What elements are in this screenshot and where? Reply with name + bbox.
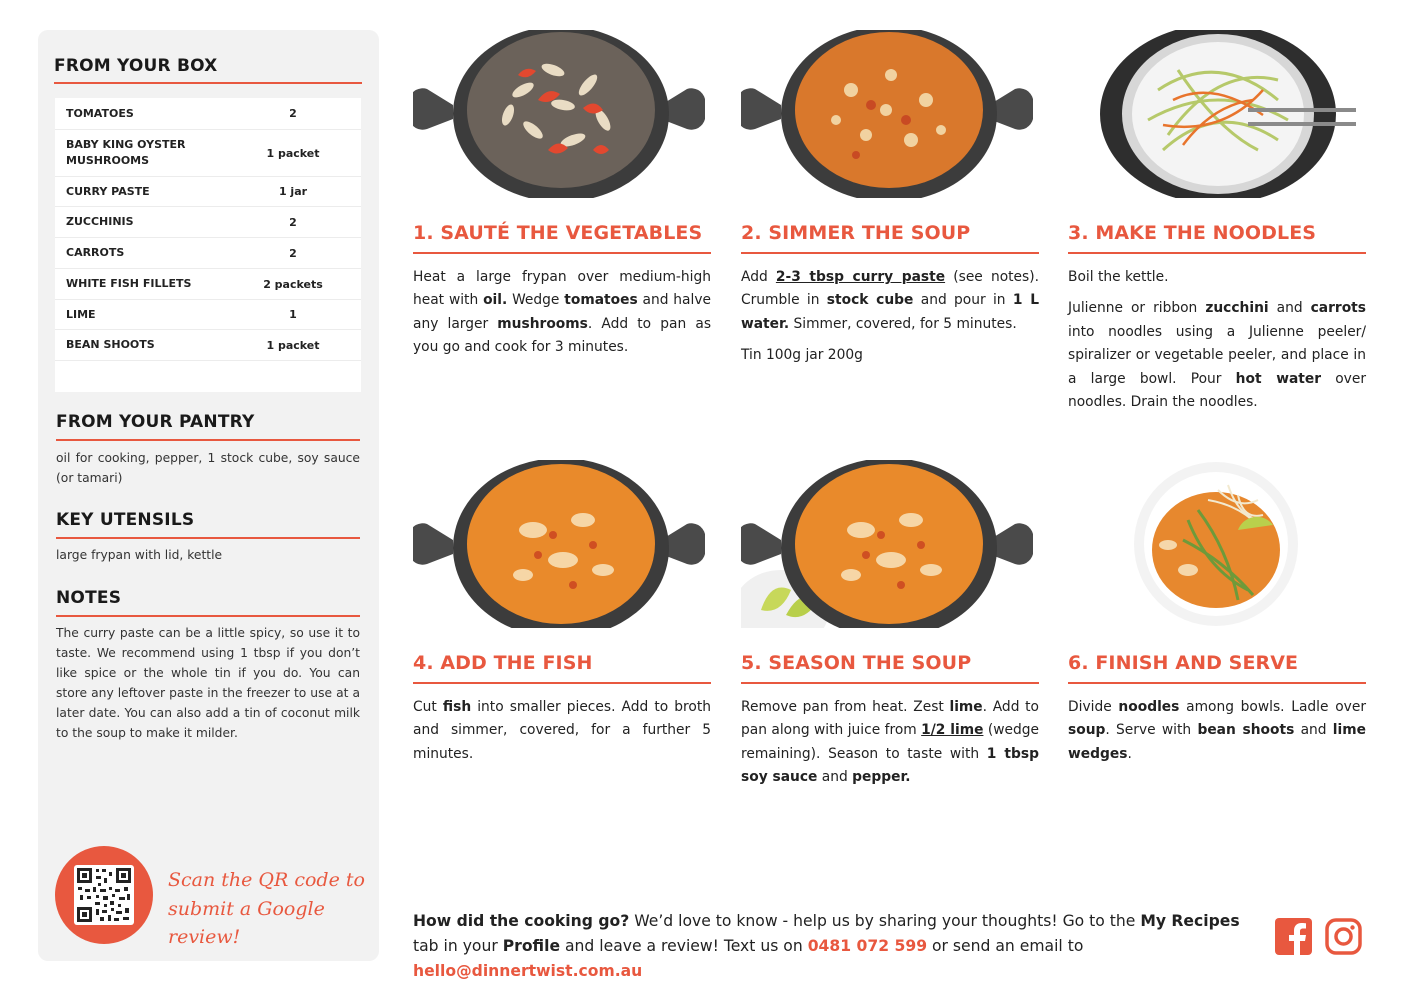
table-row [55, 330, 361, 361]
ingredient-qty: 2 packets [263, 277, 323, 291]
notes-text: The curry paste can be a little spicy, so use it to taste. We recommend using 1 tbsp if you don’t like spice or the whole tin if you do. You can store any leftover paste in the freezer to use at a later date. You can also add a tin of coconut milk to the soup to make it milder. [56, 626, 360, 740]
step-body: Heat a large frypan over medium-high heat with oil. Wedge tomatoes and halve any larger mushrooms. Add to pan as you go and cook for 3 minutes. [413, 269, 712, 356]
step-title: 5. SEASON THE SOUP [741, 652, 972, 674]
step-body: Divide noodles among bowls. Ladle over soup. Serve with bean shoots and lime wedges. [1068, 699, 1366, 762]
table-row [55, 207, 361, 238]
table-row [55, 238, 361, 269]
step-rule [741, 682, 1039, 684]
ingredient-qty: 1 packet [266, 338, 320, 352]
facebook-icon[interactable] [1275, 918, 1312, 955]
ingredient-qty: 2 [289, 107, 297, 120]
table-row [55, 177, 361, 207]
pantry-title: FROM YOUR PANTRY [56, 412, 255, 432]
table-row [55, 300, 361, 330]
instagram-icon[interactable] [1325, 918, 1362, 955]
ingredient-qty: 1 jar [278, 185, 308, 198]
step-rule [1068, 252, 1366, 254]
box-title: FROM YOUR BOX [54, 56, 218, 76]
step-body: Add 2-3 tbsp curry paste (see notes). Crumble in stock cube and pour in 1 L water. Simmer, covered, for 5 minutes. Tin 100g jar 200g [741, 269, 1039, 364]
utensils-text: large frypan with lid, kettle [56, 548, 223, 562]
qr-cta-line2: submit a Google review! [168, 898, 325, 948]
table-row [55, 98, 361, 130]
ingredient-qty: 1 packet [266, 146, 320, 160]
ingredient-name: ZUCCHINIS [66, 215, 134, 228]
served-soup-photo [1068, 460, 1366, 628]
box-title-rule [54, 82, 362, 84]
feedback-message: How did the cooking go? We’d love to know - help us by sharing your thoughts! Go to the My Recipes tab in your Profile and leave a review! Text us on 0481 072 599 or send an email to hello@dinnertwist.com.au [413, 912, 1240, 980]
step-rule [413, 682, 711, 684]
qr-cta-line1: Scan the QR code to [168, 869, 365, 891]
table-row [55, 130, 361, 177]
utensils-title: KEY UTENSILS [56, 510, 195, 530]
step-body: Remove pan from heat. Zest lime. Add to pan along with juice from 1/2 lime (wedge remaining). Season to taste with 1 tbsp soy sauce and pepper. [741, 699, 1040, 786]
ingredient-name: CURRY PASTE [66, 184, 150, 198]
pantry-rule [56, 439, 360, 441]
qr-badge[interactable] [55, 846, 153, 944]
sidebar [38, 30, 379, 961]
ingredient-qty: 1 [289, 308, 297, 321]
season-pan-photo [741, 460, 1039, 628]
ingredient-name: WHITE FISH FILLETS [66, 277, 192, 290]
email-link[interactable]: hello@dinnertwist.com.au [413, 962, 643, 980]
fish-pan-photo [413, 460, 711, 628]
notes-title: NOTES [56, 588, 122, 608]
phone-number[interactable]: 0481 072 599 [807, 937, 928, 955]
table-row [55, 269, 361, 300]
step-title: 3. MAKE THE NOODLES [1068, 222, 1317, 244]
step-rule [413, 252, 711, 254]
ingredient-qty: 2 [289, 246, 297, 260]
step-title: 1. SAUTÉ THE VEGETABLES [413, 222, 703, 244]
step-rule [1068, 682, 1366, 684]
ingredient-name: BEAN SHOOTS [66, 338, 155, 351]
pantry-text: oil for cooking, pepper, 1 stock cube, soy sauce (or tamari) [56, 451, 360, 485]
ingredient-name: LIME [66, 307, 96, 321]
notes-rule [56, 615, 360, 617]
step-body: Boil the kettle. Julienne or ribbon zucchini and carrots into noodles using a Julienne peeler/ spiralizer or vegetable peeler, and place in a large bowl. Pour hot water over noodles. Drain the noodles. [1068, 269, 1366, 411]
ingredient-name: BABY KING OYSTER MUSHROOMS [66, 138, 186, 167]
saute-pan-photo [413, 30, 711, 198]
ingredient-name: CARROTS [66, 246, 125, 259]
step-title: 2. SIMMER THE SOUP [741, 222, 971, 244]
noodles-bowl-photo [1068, 30, 1366, 198]
step-body: Cut fish into smaller pieces. Add to broth and simmer, covered, for a further 5 minutes. [413, 699, 711, 762]
step-title: 6. FINISH AND SERVE [1068, 652, 1299, 674]
ingredients-table [55, 98, 361, 392]
ingredient-qty: 2 [289, 215, 297, 229]
utensils-rule [56, 537, 360, 539]
step-title: 4. ADD THE FISH [413, 652, 593, 674]
step-rule [741, 252, 1039, 254]
ingredient-name: TOMATOES [66, 106, 134, 120]
qr-code-icon [74, 865, 134, 925]
simmer-pan-photo [741, 30, 1039, 198]
